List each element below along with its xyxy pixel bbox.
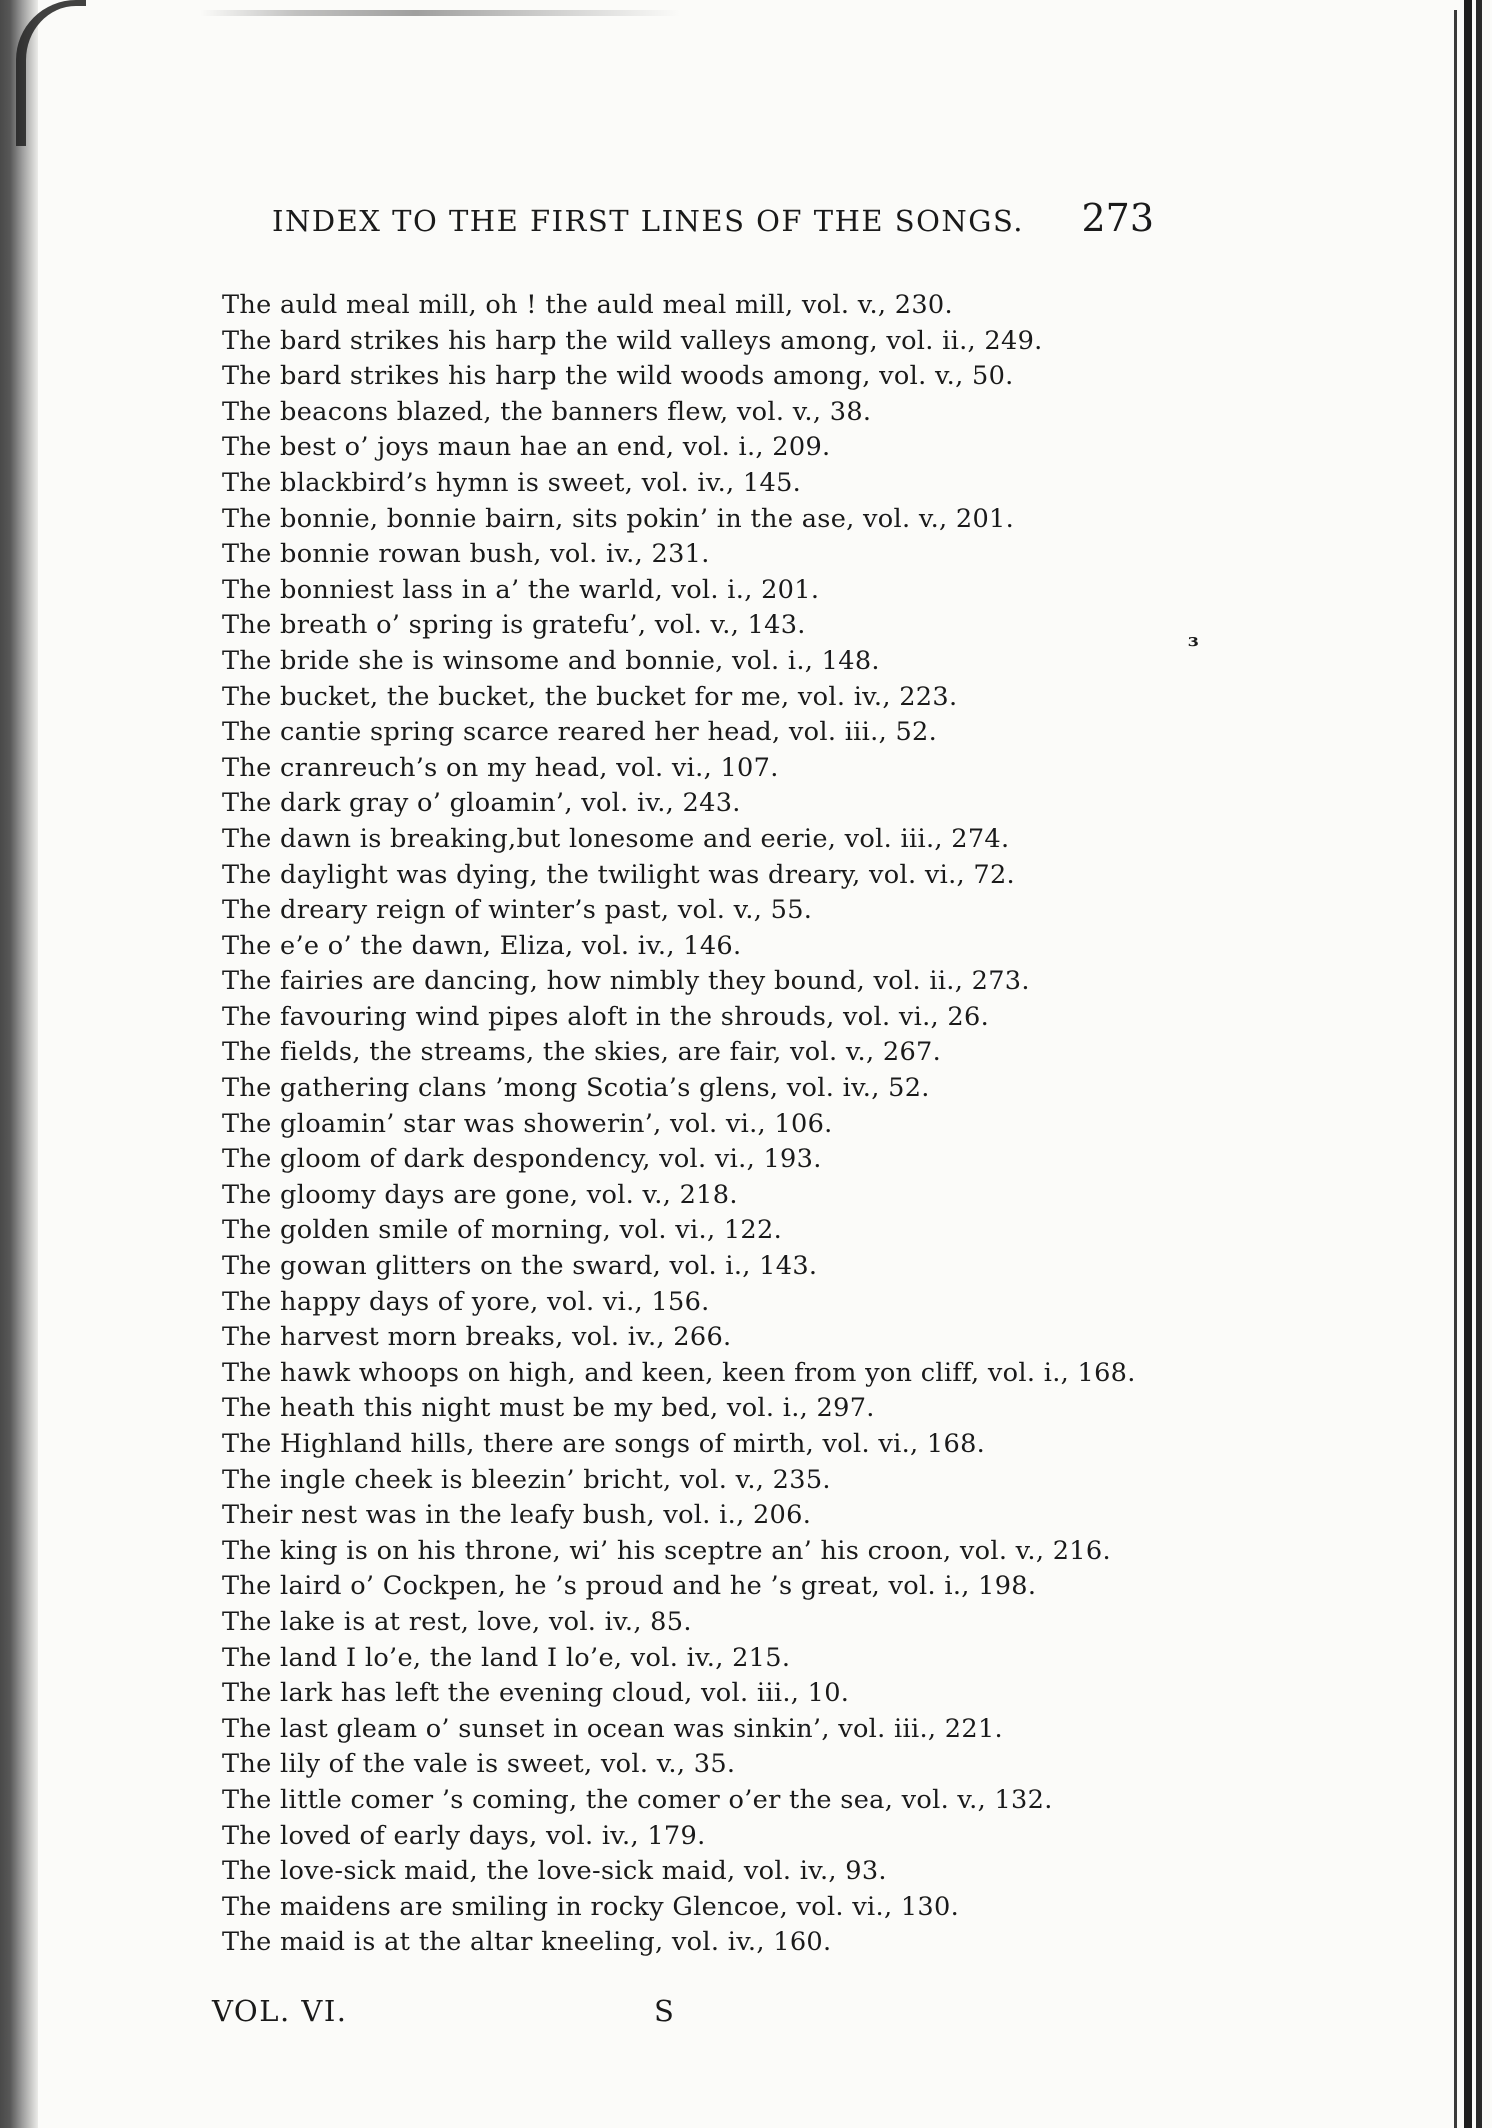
index-entry: The fields, the streams, the skies, are fair, vol. v., 267. [222,1037,942,1068]
index-entry: The hawk whoops on high, and keen, keen from yon cliff, vol. i., 168. [222,1357,1136,1388]
page-edge-left [0,0,38,2128]
index-entry: The heath this night must be my bed, vol. i., 297. [222,1393,875,1424]
index-entry: The lily of the vale is sweet, vol. v., 35. [222,1749,736,1780]
page-edge-right [1446,0,1492,2128]
index-entry: The auld meal mill, oh ! the auld meal mill, vol. v., 230. [222,290,953,320]
index-entry: The loved of early days, vol. iv., 179. [222,1820,706,1851]
index-entry: The lark has left the evening cloud, vol. iii., 10. [222,1678,850,1709]
index-entry: The lake is at rest, love, vol. iv., 85. [222,1606,692,1637]
printer-signature-mark: S [654,1994,676,2028]
index-entry: The dark gray o’ gloamin’, vol. iv., 243. [222,788,741,819]
header-title: INDEX TO THE FIRST LINES OF THE SONGS. [272,204,1025,238]
running-header [272,196,1172,246]
index-entry: The fairies are dancing, how nimbly they bound, vol. ii., 273. [222,966,1030,997]
index-entry: The laird o’ Cockpen, he ’s proud and he ’s great, vol. i., 198. [222,1571,1037,1602]
index-entry: The daylight was dying, the twilight was dreary, vol. vi., 72. [222,859,1015,890]
index-entry: Their nest was in the leafy bush, vol. i., 206. [222,1500,812,1531]
index-entry: The beacons blazed, the banners flew, vol. v., 38. [222,396,872,427]
index-entry: The ingle cheek is bleezin’ bricht, vol. v., 235. [222,1464,831,1495]
index-entry: The land I lo’e, the land I lo’e, vol. iv., 215. [222,1642,791,1673]
index-entry: The gloom of dark despondency, vol. vi., 193. [222,1144,822,1175]
index-entry: The golden smile of morning, vol. vi., 122. [222,1215,783,1246]
index-entry: The Highland hills, there are songs of mirth, vol. vi., 168. [222,1429,986,1459]
index-entry: The maid is at the altar kneeling, vol. iv., 160. [222,1927,832,1958]
index-entry: The bride she is winsome and bonnie, vol. i., 148. [222,645,880,676]
scan-smudge [200,10,680,16]
index-entry: The bard strikes his harp the wild valleys among, vol. ii., 249. [222,325,1043,356]
index-entry: The cranreuch’s on my head, vol. vi., 107. [222,752,779,783]
first-lines-index-list [222,288,1242,1961]
index-entry: The little comer ’s coming, the comer o’er the sea, vol. v., 132. [222,1784,1053,1815]
index-entry: The harvest morn breaks, vol. iv., 266. [222,1322,732,1353]
index-entry: The bonniest lass in a’ the warld, vol. i., 201. [222,574,820,605]
index-entry: The bard strikes his harp the wild woods among, vol. v., 50. [222,361,1014,392]
index-entry: The blackbird’s hymn is sweet, vol. iv., 145. [222,467,802,498]
index-entry: The maidens are smiling in rocky Glencoe, vol. vi., 130. [222,1891,960,1922]
page-footer [212,1994,812,2034]
page-number: 273 [1081,196,1154,240]
index-entry: The king is on his throne, wi’ his sceptre an’ his croon, vol. v., 216. [222,1535,1111,1566]
index-entry: The favouring wind pipes aloft in the shrouds, vol. vi., 26. [222,1001,990,1032]
index-entry: The dawn is breaking,but lonesome and eerie, vol. iii., 274. [222,823,1010,854]
index-entry: The cantie spring scarce reared her head, vol. iii., 52. [222,717,938,748]
index-entry: The bonnie, bonnie bairn, sits pokin’ in the ase, vol. v., 201. [222,503,1015,534]
index-entry: The gathering clans ’mong Scotia’s glens, vol. iv., 52. [222,1073,930,1104]
index-entry: The e’e o’ the dawn, Eliza, vol. iv., 146. [222,930,742,961]
index-entry: The love-sick maid, the love-sick maid, vol. iv., 93. [222,1856,887,1887]
volume-signature: VOL. VI. [212,1994,348,2028]
index-entry: The gloomy days are gone, vol. v., 218. [222,1179,738,1210]
index-entry: The last gleam o’ sunset in ocean was sinkin’, vol. iii., 221. [222,1713,1003,1744]
index-entry: The best o’ joys maun hae an end, vol. i., 209. [222,432,831,463]
index-entry: The dreary reign of winter’s past, vol. v., 55. [222,895,813,926]
index-entry: The bucket, the bucket, the bucket for me, vol. iv., 223. [222,681,958,712]
index-entry: The bonnie rowan bush, vol. iv., 231. [222,539,710,570]
index-entry: The gowan glitters on the sward, vol. i., 143. [222,1251,818,1282]
index-entry: The gloamin’ star was showerin’, vol. vi., 106. [222,1108,833,1139]
margin-mark: ɜ [1188,630,1199,651]
index-entry: The happy days of yore, vol. vi., 156. [222,1286,710,1317]
index-entry: The breath o’ spring is gratefu’, vol. v., 143. [222,610,806,641]
